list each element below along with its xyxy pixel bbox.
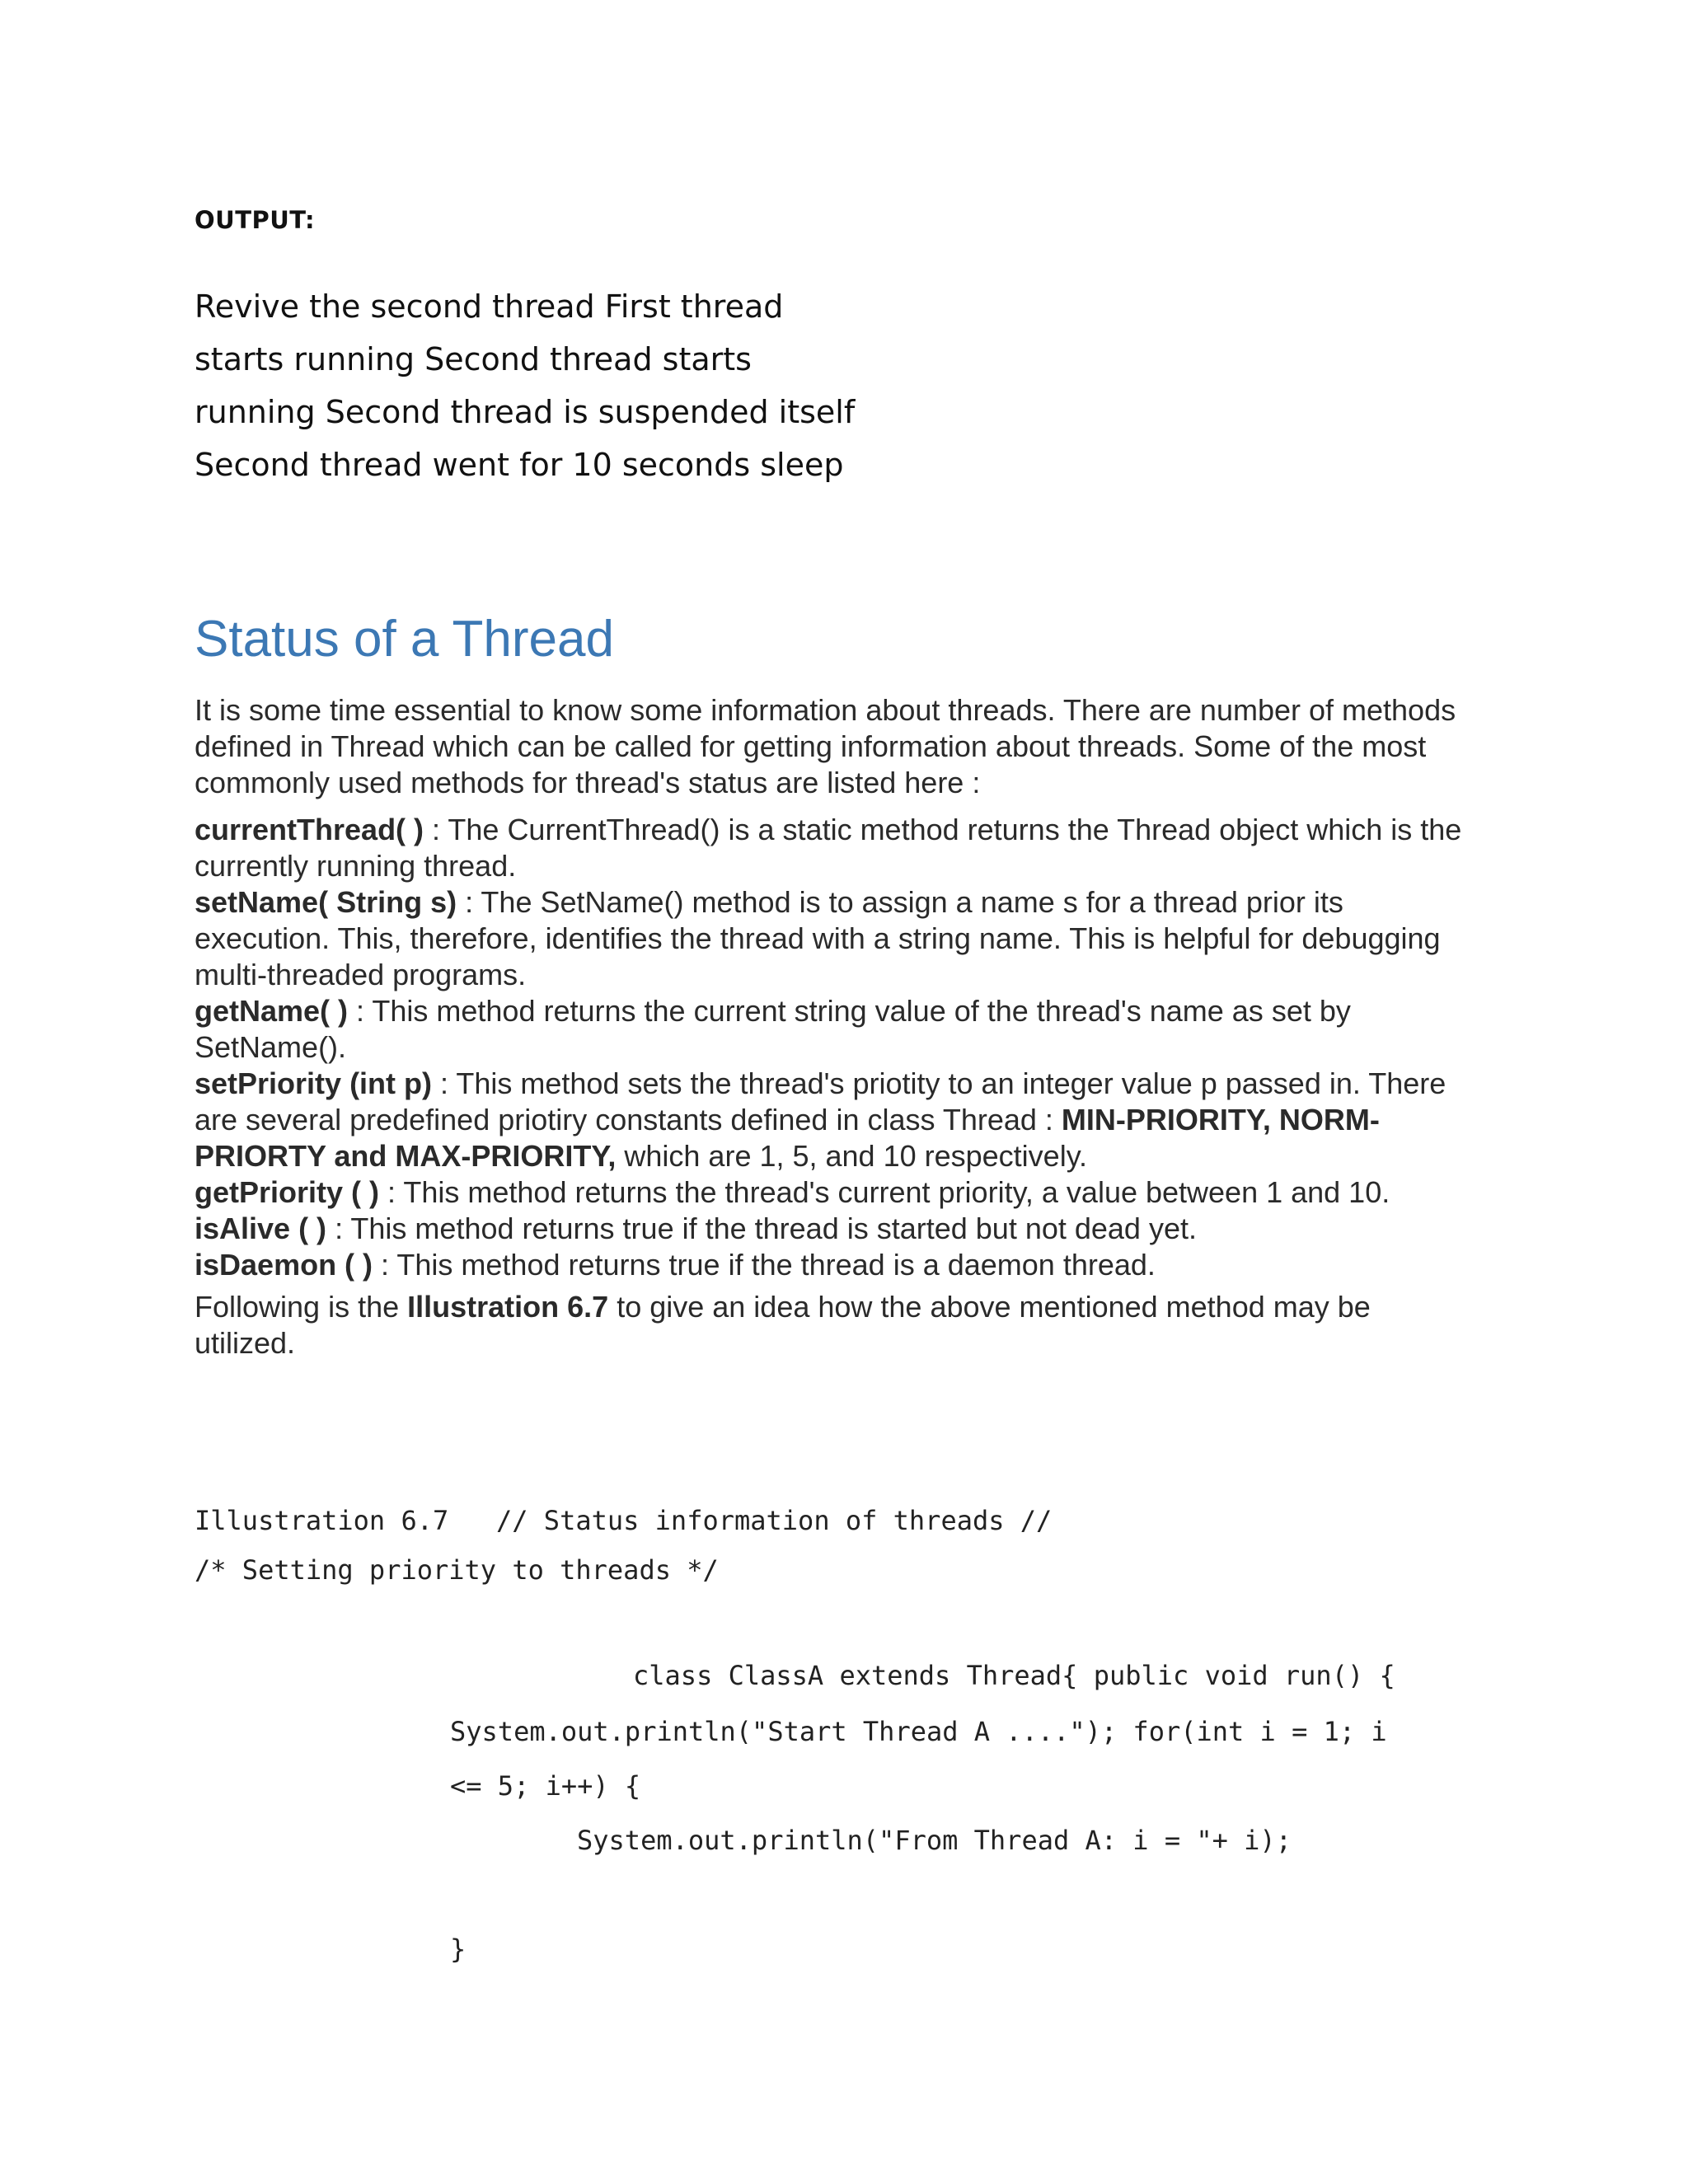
code-line: }	[450, 1933, 467, 1965]
code-comment: /* Setting priority to threads */	[195, 1554, 719, 1586]
section-heading: Status of a Thread	[195, 611, 614, 668]
method-current-thread	[195, 812, 1461, 848]
methods-list	[195, 812, 1461, 1283]
method-desc-cont: execution. This, therefore, identifies the thread with a string name. This is helpful for debugging	[195, 921, 1441, 955]
intro-line: commonly used methods for thread's status are listed here :	[195, 766, 981, 799]
method-desc: : This method returns the current string value of the thread's name as set by	[348, 994, 1351, 1028]
method-is-daemon	[195, 1247, 1461, 1283]
code-line: <= 5; i++) {	[450, 1770, 641, 1802]
followup-post: to give an idea how the above mentioned method may be	[608, 1290, 1371, 1324]
intro-line: It is some time essential to know some information about threads. There are number of methods	[195, 693, 1456, 727]
method-desc-cont: SetName().	[195, 1030, 347, 1064]
followup-pre: Following is the	[195, 1290, 408, 1324]
method-desc-cont	[195, 1138, 1461, 1174]
output-line: running Second thread is suspended itself	[195, 394, 856, 430]
code-illustration-label: Illustration 6.7	[195, 1505, 449, 1536]
intro-paragraph	[195, 692, 1456, 801]
method-desc-cont	[195, 1102, 1461, 1138]
method-get-name	[195, 993, 1461, 1029]
priority-constants: MIN-PRIORITY, NORM-	[1061, 1103, 1380, 1137]
output-line: Revive the second thread First thread	[195, 288, 784, 325]
code-line: System.out.println("Start Thread A ...."); for(int i = 1; i	[450, 1716, 1387, 1747]
method-desc: : This method sets the thread's priotity to an integer value p passed in. There	[432, 1066, 1447, 1100]
followup-line	[195, 1289, 1371, 1325]
followup-paragraph	[195, 1289, 1371, 1361]
method-set-name	[195, 884, 1461, 921]
method-set-priority	[195, 1066, 1461, 1102]
output-text	[195, 280, 855, 491]
priority-constants: PRIORTY and MAX-PRIORITY,	[195, 1139, 617, 1173]
method-name: getPriority ( )	[195, 1175, 380, 1209]
illustration-ref: Illustration 6.7	[407, 1290, 609, 1324]
method-name: getName( )	[195, 994, 349, 1028]
method-get-priority	[195, 1174, 1461, 1211]
method-is-alive	[195, 1211, 1461, 1247]
method-desc: : This method returns the thread's current priority, a value between 1 and 10.	[379, 1175, 1390, 1209]
method-desc: : The CurrentThread() is a static method returns the Thread object which is the	[424, 813, 1462, 846]
method-name: isAlive ( )	[195, 1212, 327, 1245]
method-desc-cont: multi-threaded programs.	[195, 958, 527, 991]
code-line: System.out.println("From Thread A: i = "+ i);	[577, 1825, 1292, 1856]
method-desc: : The SetName() method is to assign a name s for a thread prior its	[457, 885, 1343, 919]
method-name: setPriority (int p)	[195, 1066, 433, 1100]
code-line: class ClassA extends Thread{ public void run() {	[633, 1660, 1395, 1691]
method-desc: which are 1, 5, and 10 respectively.	[616, 1139, 1088, 1173]
output-label: OUTPUT:	[195, 206, 316, 234]
method-name: currentThread( )	[195, 813, 424, 846]
intro-line: defined in Thread which can be called for getting information about threads. Some of the most	[195, 729, 1427, 763]
output-line: Second thread went for 10 seconds sleep	[195, 447, 844, 483]
method-desc: : This method returns true if the thread is a daemon thread.	[373, 1248, 1156, 1282]
method-name: setName( String s)	[195, 885, 457, 919]
followup-line: utilized.	[195, 1326, 296, 1360]
method-desc: : This method returns true if the thread is started but not dead yet.	[326, 1212, 1197, 1245]
method-name: isDaemon ( )	[195, 1248, 373, 1282]
code-illustration-comment: // Status information of threads //	[496, 1505, 1053, 1536]
output-line: starts running Second thread starts	[195, 341, 752, 377]
method-desc-cont: currently running thread.	[195, 849, 517, 883]
method-desc: are several predefined priotiry constants defined in class Thread :	[195, 1103, 1062, 1137]
